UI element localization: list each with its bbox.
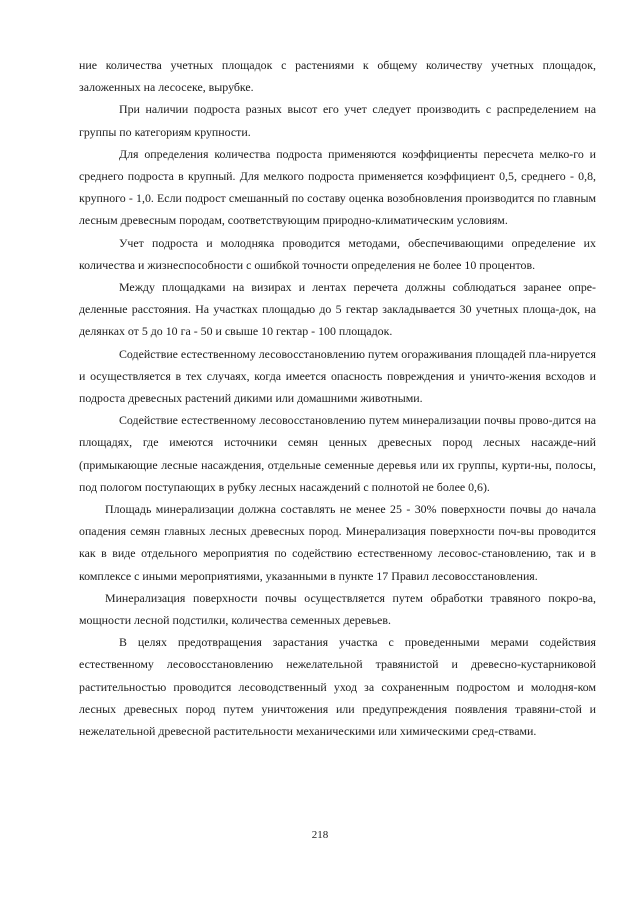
paragraph-6: Содействие естественному лесовосстановлению путем огораживания площадей пла-нируется и осуществляется в тех случаях, когда имеется опасность повреждения и уничто-жения всходов и подроста древесных растений дикими или домашними животными. [79, 346, 596, 406]
paragraph-7: Содействие естественному лесовосстановлению путем минерализации почвы прово-дится на площадях, где имеются источники семян ценных древесных пород лесных насажде-ний (примыкающие лесные насаждения, отдельные семенные деревья или их группы, курти-ны, полосы, под пологом поступающих в рубку лесных насаждений с полнотой не более 0,6). [79, 413, 596, 494]
paragraph-3: Для определения количества подроста применяются коэффициенты пересчета мелко-го и среднего подроста в крупный. Для мелкого подроста применяется коэффициент 0,5, среднего - 0,8, крупного - 1,0. Если подрост смешанный по составу оценка возобновления производится по главным лесным древесным породам, соответствующим природно-климатическим условиям. [79, 146, 596, 228]
paragraph-5: Между площадками на визирах и лентах перечета должны соблюдаться заранее опре-деленные расстояния. На участках площадью до 5 гектар закладывается 30 учетных площа-док, на делянках от 5 до 10 га - 50 и свыше 10 гектар - 100 площадок. [79, 280, 596, 339]
paragraph-4: Учет подроста и молодняка проводится методами, обеспечивающими определение их количества и жизнеспособности с ошибкой точности определения не более 10 процентов. [79, 235, 596, 272]
paragraph-10: В целях предотвращения зарастания участка с проведенными мерами содействия естественному лесовосстановлению нежелательной травянистой и древесно-кустарниковой растительностью проводится лесоводственный уход за сохраненным подростом и молодня-ком лесных древесных пород путем уничтожения или предупреждения появления травяни-стой и нежелательной древесной растительности механическими или химическими сред-ствами. [79, 635, 596, 739]
page-body [79, 54, 596, 742]
paragraph-2: При наличии подроста разных высот его учет следует производить с распределением на группы по категориям крупности. [79, 102, 596, 139]
paragraph-1: ние количества учетных площадок с растениями к общему количеству учетных площадок, заложенных на лесосеке, вырубке. [79, 58, 596, 95]
paragraph-8: Площадь минерализации должна составлять не менее 25 - 30% поверхности почвы до начала опадения семян главных лесных древесных пород. Минерализация поверхности поч-вы проводится как в виде отдельного мероприятия по содействию естественному лесовос-становлению, так и в комплексе с иными мероприятиями, указанными в пункте 17 Правил лесовосстановления. [79, 502, 596, 583]
paragraph-9: Минерализация поверхности почвы осуществляется путем обработки травяного покро-ва, мощности лесной подстилки, количества семенных деревьев. [79, 590, 596, 628]
page-number: 218 [311, 829, 329, 841]
